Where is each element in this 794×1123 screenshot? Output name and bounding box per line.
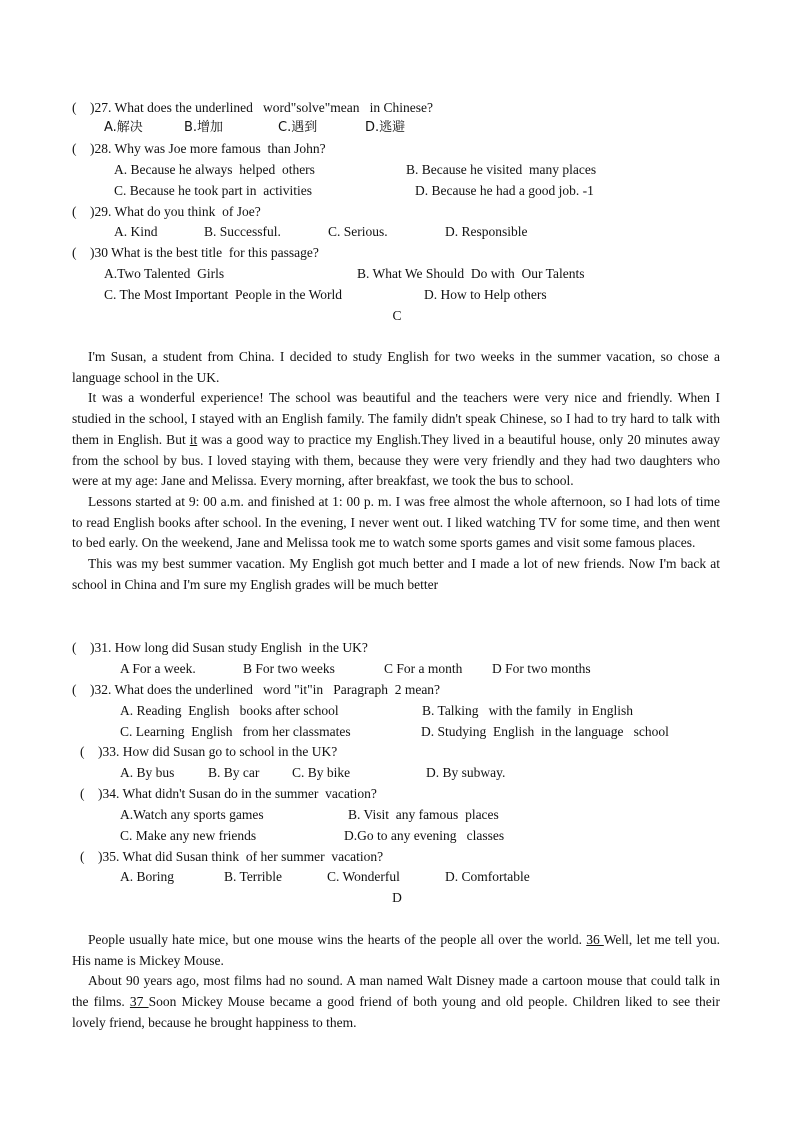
q34-option-c: C. Make any new friends bbox=[120, 828, 257, 843]
q29-option-b: B. Successful. bbox=[204, 224, 281, 239]
q30-option-a: A.Two Talented Girls bbox=[104, 266, 225, 281]
q31-option-d: D For two months bbox=[492, 661, 591, 676]
q35-option-c: C. Wonderful bbox=[327, 869, 400, 884]
q30-option-b: B. What We Should Do with Our Talents bbox=[357, 266, 585, 281]
question-33-stem: ( )33. How did Susan go to school in the UK? bbox=[80, 744, 338, 759]
q33-option-a: A. By bus bbox=[120, 765, 175, 780]
q35-option-d: D. Comfortable bbox=[445, 869, 530, 884]
p2-text-end: was a good way to practice my English.They lived in a beautiful house, only 20 minutes away from the school by bus. I loved staying with them, because they were very friendly and they had two daughters who were at my age: Jane and Melissa. Every morning, after breakfast, we took the bus to school. bbox=[72, 431, 720, 489]
question-32-stem: ( )32. What does the underlined word "it"in Paragraph 2 mean? bbox=[72, 682, 441, 697]
question-35-stem: ( )35. What did Susan think of her summer vacation? bbox=[80, 849, 384, 864]
q30-option-c: C. The Most Important People in the World bbox=[104, 287, 343, 302]
p2-text-start: About 90 years ago, most films had no sound. A man named Walt Disney made a cartoon mouse that could talk in the films. bbox=[72, 973, 720, 1010]
q35-option-b: B. Terrible bbox=[224, 869, 283, 884]
q29-option-c: C. Serious. bbox=[328, 224, 388, 239]
q31-option-a: A For a week. bbox=[120, 661, 196, 676]
q35-option-a: A. Boring bbox=[120, 869, 174, 884]
blank-36: 36 bbox=[586, 932, 604, 947]
passage-c bbox=[72, 347, 720, 595]
passage-d-paragraph-2 bbox=[72, 971, 720, 1033]
question-30-stem: ( )30 What is the best title for this passage? bbox=[72, 245, 319, 260]
q31-option-b: B For two weeks bbox=[243, 661, 335, 676]
q32-option-d: D. Studying English in the language school bbox=[421, 724, 669, 739]
q34-option-d: D.Go to any evening classes bbox=[344, 828, 505, 843]
q27-option-d: D.逃避 bbox=[365, 120, 406, 135]
underlined-word-it: it bbox=[189, 431, 198, 447]
passage-c-paragraph-2 bbox=[72, 388, 720, 492]
q28-option-d: D. Because he had a good job. -1 bbox=[415, 183, 594, 198]
q32-option-c: C. Learning English from her classmates bbox=[120, 724, 351, 739]
q33-option-d: D. By subway. bbox=[426, 765, 506, 780]
passage-c-paragraph-3: Lessons started at 9: 00 a.m. and finished at 1: 00 p. m. I was free almost the whole afternoon, so I had lots of time to read English books after school. In the evening, I never went out. I liked watching TV for some time, and then went to bed early. On the weekend, Jane and Melissa took me to watch some sports games and visit some famous places. bbox=[72, 493, 720, 551]
q28-option-a: A. Because he always helped others bbox=[114, 162, 315, 177]
q30-option-d: D. How to Help others bbox=[424, 287, 547, 302]
q28-option-c: C. Because he took part in activities bbox=[114, 183, 312, 198]
p2-text-start: It was a wonderful experience! The school was beautiful and the teachers were very nice and friendly. When I studied in the school, I stayed with an English family. The family didn't speak Chinese, so I had to try hard to talk with them in English. But bbox=[72, 390, 720, 447]
passage-c-paragraph-1: I'm Susan, a student from China. I decided to study English for two weeks in the summer vacation, so chose a language school in the UK. bbox=[72, 349, 720, 385]
question-29-stem: ( )29. What do you think of Joe? bbox=[72, 204, 261, 219]
q27-option-b: B.增加 bbox=[184, 120, 224, 135]
q28-option-b: B. Because he visited many places bbox=[406, 162, 597, 177]
question-27-stem: ( )27. What does the underlined word"solve"mean in Chinese? bbox=[72, 100, 433, 115]
p1-text-end: Well, let me tell you. His name is Mickey Mouse. bbox=[72, 932, 721, 968]
passage-d-paragraph-1 bbox=[72, 930, 720, 971]
p2-text-end: Soon Mickey Mouse became a good friend of both young and old people. Children liked to see their lovely friend, because he brought happiness to them. bbox=[72, 994, 720, 1030]
passage-d bbox=[72, 930, 720, 1034]
q34-option-b: B. Visit any famous places bbox=[348, 807, 499, 822]
q32-option-a: A. Reading English books after school bbox=[120, 703, 339, 718]
q32-option-b: B. Talking with the family in English bbox=[422, 703, 634, 718]
q34-option-a: A.Watch any sports games bbox=[120, 807, 264, 822]
blank-37: 37 bbox=[129, 994, 149, 1010]
question-34-stem: ( )34. What didn't Susan do in the summer vacation? bbox=[80, 786, 377, 801]
section-c-heading: C bbox=[392, 308, 402, 323]
section-d-heading: D bbox=[392, 890, 402, 905]
q27-option-a: A.解决 bbox=[104, 120, 143, 135]
q27-option-c: C.遇到 bbox=[278, 120, 318, 135]
passage-c-paragraph-4: This was my best summer vacation. My English got much better and I made a lot of new friends. Now I'm back at school in China and I'm sure my English grades will be much better bbox=[72, 556, 720, 592]
q33-option-b: B. By car bbox=[208, 765, 260, 780]
question-28-stem: ( )28. Why was Joe more famous than John? bbox=[72, 141, 326, 156]
q33-option-c: C. By bike bbox=[292, 765, 351, 780]
question-31-stem: ( )31. How long did Susan study English in the UK? bbox=[72, 640, 368, 655]
q29-option-d: D. Responsible bbox=[445, 224, 528, 239]
q29-option-a: A. Kind bbox=[114, 224, 158, 239]
q31-option-c: C For a month bbox=[384, 661, 463, 676]
p1-text-start: People usually hate mice, but one mouse wins the hearts of the people all over the world. bbox=[88, 932, 587, 947]
